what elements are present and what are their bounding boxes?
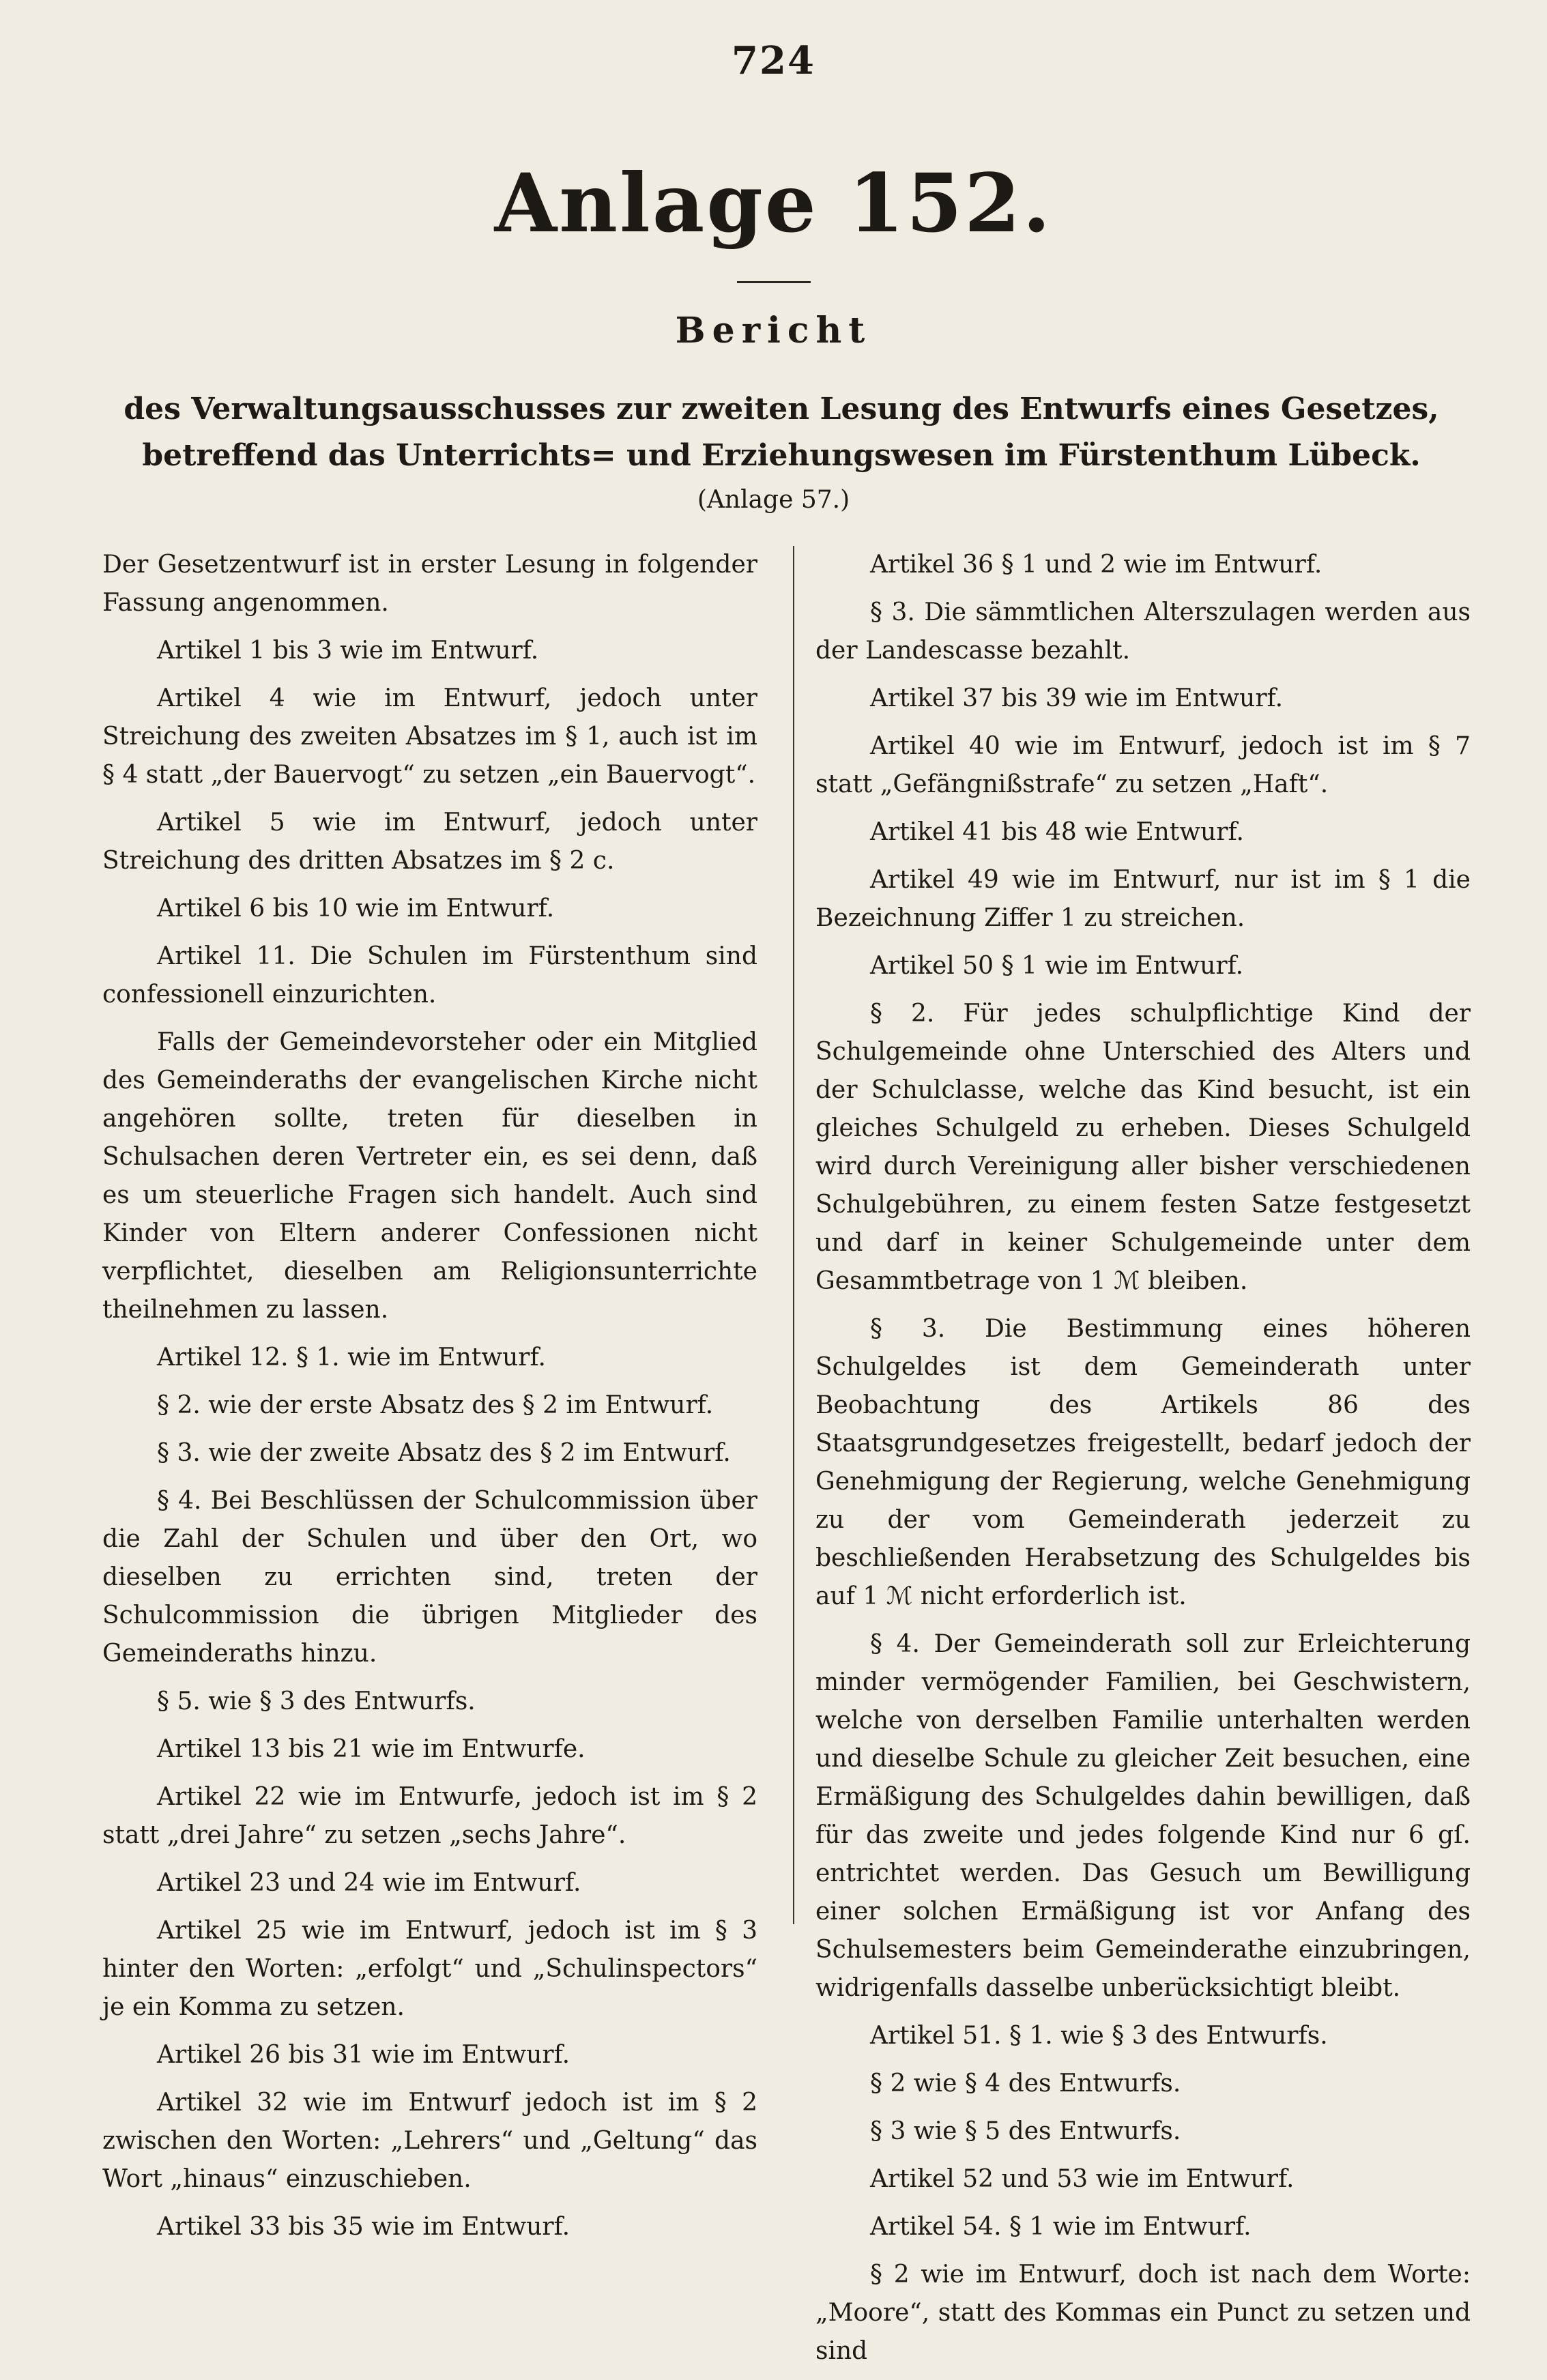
paragraph: Artikel 54. § 1 wie im Entwurf. <box>870 2213 1252 2241</box>
paragraph: § 5. wie § 3 des Entwurfs. <box>157 1687 476 1715</box>
paragraph: § 2 wie im Entwurf, doch ist nach dem Worte: „Moore“, statt des Kommas ein Punct zu setzen und sind <box>815 2261 1471 2365</box>
report-heading: Bericht <box>675 310 872 351</box>
paragraph: Artikel 32 wie im Entwurf jedoch ist im § 2 zwischen den Worten: „Lehrers“ und „Geltung“ das Wort „hinaus“ einzuschieben. <box>102 2089 757 2193</box>
paragraph: Artikel 33 bis 35 wie im Entwurf. <box>157 2213 570 2241</box>
paragraph: Artikel 4 wie im Entwurf, jedoch unter Streichung des zweiten Absatzes im § 1, auch ist im § 4 statt „der Bauervogt“ zu setzen „ein Bauervogt“. <box>102 684 757 789</box>
paragraph: Artikel 12. § 1. wie im Entwurf. <box>157 1344 546 1372</box>
right-column <box>815 546 1471 2380</box>
paragraph: Artikel 52 und 53 wie im Entwurf. <box>870 2165 1295 2193</box>
paragraph: Der Gesetzentwurf ist in erster Lesung in folgender Fassung angenommen. <box>102 551 757 617</box>
annex-title: Anlage 152. <box>494 156 1053 250</box>
paragraph: Artikel 51. § 1. wie § 3 des Entwurfs. <box>870 2022 1328 2050</box>
paragraph: Artikel 13 bis 21 wie im Entwurfe. <box>157 1735 585 1763</box>
paragraph: Artikel 26 bis 31 wie im Entwurf. <box>157 2041 570 2069</box>
paragraph: § 3. Die sämmtlichen Alterszulagen werden aus der Landescasse bezahlt. <box>815 598 1471 665</box>
column-divider <box>793 546 794 1924</box>
paragraph: § 2. Für jedes schulpflichtige Kind der Schulgemeinde ohne Unterschied des Alters und der Schulclasse, welche das Kind besucht, ist ein gleiches Schulgeld zu erheben. Dieses Schulgeld wird durch Vereinigung aller bisher verschiedenen Schulgebühren, zu einem festen Satze festgesetzt und darf in keiner Schulgemeinde unter dem Gesammtbetrage von 1 ℳ bleiben. <box>815 1000 1471 1295</box>
paragraph: Artikel 11. Die Schulen im Fürstenthum sind confessionell einzurichten. <box>102 942 757 1008</box>
paragraph: Artikel 6 bis 10 wie im Entwurf. <box>157 895 555 923</box>
paragraph: § 4. Der Gemeinderath soll zur Erleichterung minder vermögender Familien, bei Geschwistern, welche von derselben Familie unterhalten werden und dieselbe Schule zu gleicher Zeit besuchen, eine Ermäßigung des Schulgeldes dahin bewilligen, daß für das zweite und jedes folgende Kind nur 6 gſ. entrichtet werden. Das Gesuch um Bewilligung einer solchen Ermäßigung ist vor Anfang des Schulsemesters beim Gemeinderathe einzubringen, widrigenfalls dasselbe unberücksichtigt bleibt. <box>815 1630 1471 2002</box>
paragraph: Falls der Gemeindevorsteher oder ein Mitglied des Gemeinderaths der evangelischen Kirche nicht angehören sollte, treten für dieselben in Schulsachen deren Vertreter ein, es sei denn, daß es um steuerliche Fragen sich handelt. Auch sind Kinder von Eltern anderer Confessionen nicht verpflichtet, dieselben am Religionsunterrichte theilnehmen zu lassen. <box>102 1028 757 1324</box>
report-subtitle: des Verwaltungsausschusses zur zweiten Lesung des Entwurfs eines Gesetzes, betreffend das Unterrichts= und Erziehungswesen im Fürstenthum Lübeck. <box>124 392 1439 473</box>
paragraph: Artikel 1 bis 3 wie im Entwurf. <box>157 637 539 665</box>
page-number: 724 <box>732 38 815 83</box>
paragraph: Artikel 23 und 24 wie im Entwurf. <box>157 1869 581 1897</box>
title-rule <box>737 281 811 283</box>
paragraph: Artikel 37 bis 39 wie im Entwurf. <box>870 684 1284 712</box>
paragraph: Artikel 5 wie im Entwurf, jedoch unter Streichung des dritten Absatzes im § 2 c. <box>102 809 757 875</box>
paragraph: Artikel 49 wie im Entwurf, nur ist im § 1 die Bezeichnung Ziffer 1 zu streichen. <box>815 866 1471 932</box>
paragraph: Artikel 50 § 1 wie im Entwurf. <box>870 952 1244 980</box>
paragraph: § 3. wie der zweite Absatz des § 2 im Entwurf. <box>157 1439 731 1467</box>
paragraph: Artikel 36 § 1 und 2 wie im Entwurf. <box>870 551 1322 579</box>
left-column <box>102 546 757 2256</box>
paragraph: Artikel 22 wie im Entwurfe, jedoch ist im § 2 statt „drei Jahre“ zu setzen „sechs Jahre“. <box>102 1783 757 1849</box>
paragraph: § 2. wie der erste Absatz des § 2 im Entwurf. <box>157 1391 714 1419</box>
paragraph: Artikel 41 bis 48 wie Entwurf. <box>870 818 1244 846</box>
paragraph: § 4. Bei Beschlüssen der Schulcommission über die Zahl der Schulen und über den Ort, wo dieselben zu errichten sind, treten der Schulcommission die übrigen Mitglieder des Gemeinderaths hinzu. <box>102 1487 757 1668</box>
paragraph: Artikel 25 wie im Entwurf, jedoch ist im § 3 hinter den Worten: „erfolgt“ und „Schulinspectors“ je ein Komma zu setzen. <box>102 1917 757 2021</box>
annex-reference: (Anlage 57.) <box>697 486 850 514</box>
paragraph: § 2 wie § 4 des Entwurfs. <box>870 2070 1181 2098</box>
paragraph: § 3 wie § 5 des Entwurfs. <box>870 2117 1181 2145</box>
paragraph: Artikel 40 wie im Entwurf, jedoch ist im § 7 statt „Gefängnißstrafe“ zu setzen „Haft“. <box>815 732 1471 798</box>
paragraph: § 3. Die Bestimmung eines höheren Schulgeldes ist dem Gemeinderath unter Beobachtung des Artikels 86 des Staatsgrundgesetzes freigestellt, bedarf jedoch der Genehmigung der Regierung, welche Genehmigung zu der vom Gemeinderath jederzeit zu beschließenden Herabsetzung des Schulgeldes bis auf 1 ℳ nicht erforderlich ist. <box>815 1315 1471 1610</box>
